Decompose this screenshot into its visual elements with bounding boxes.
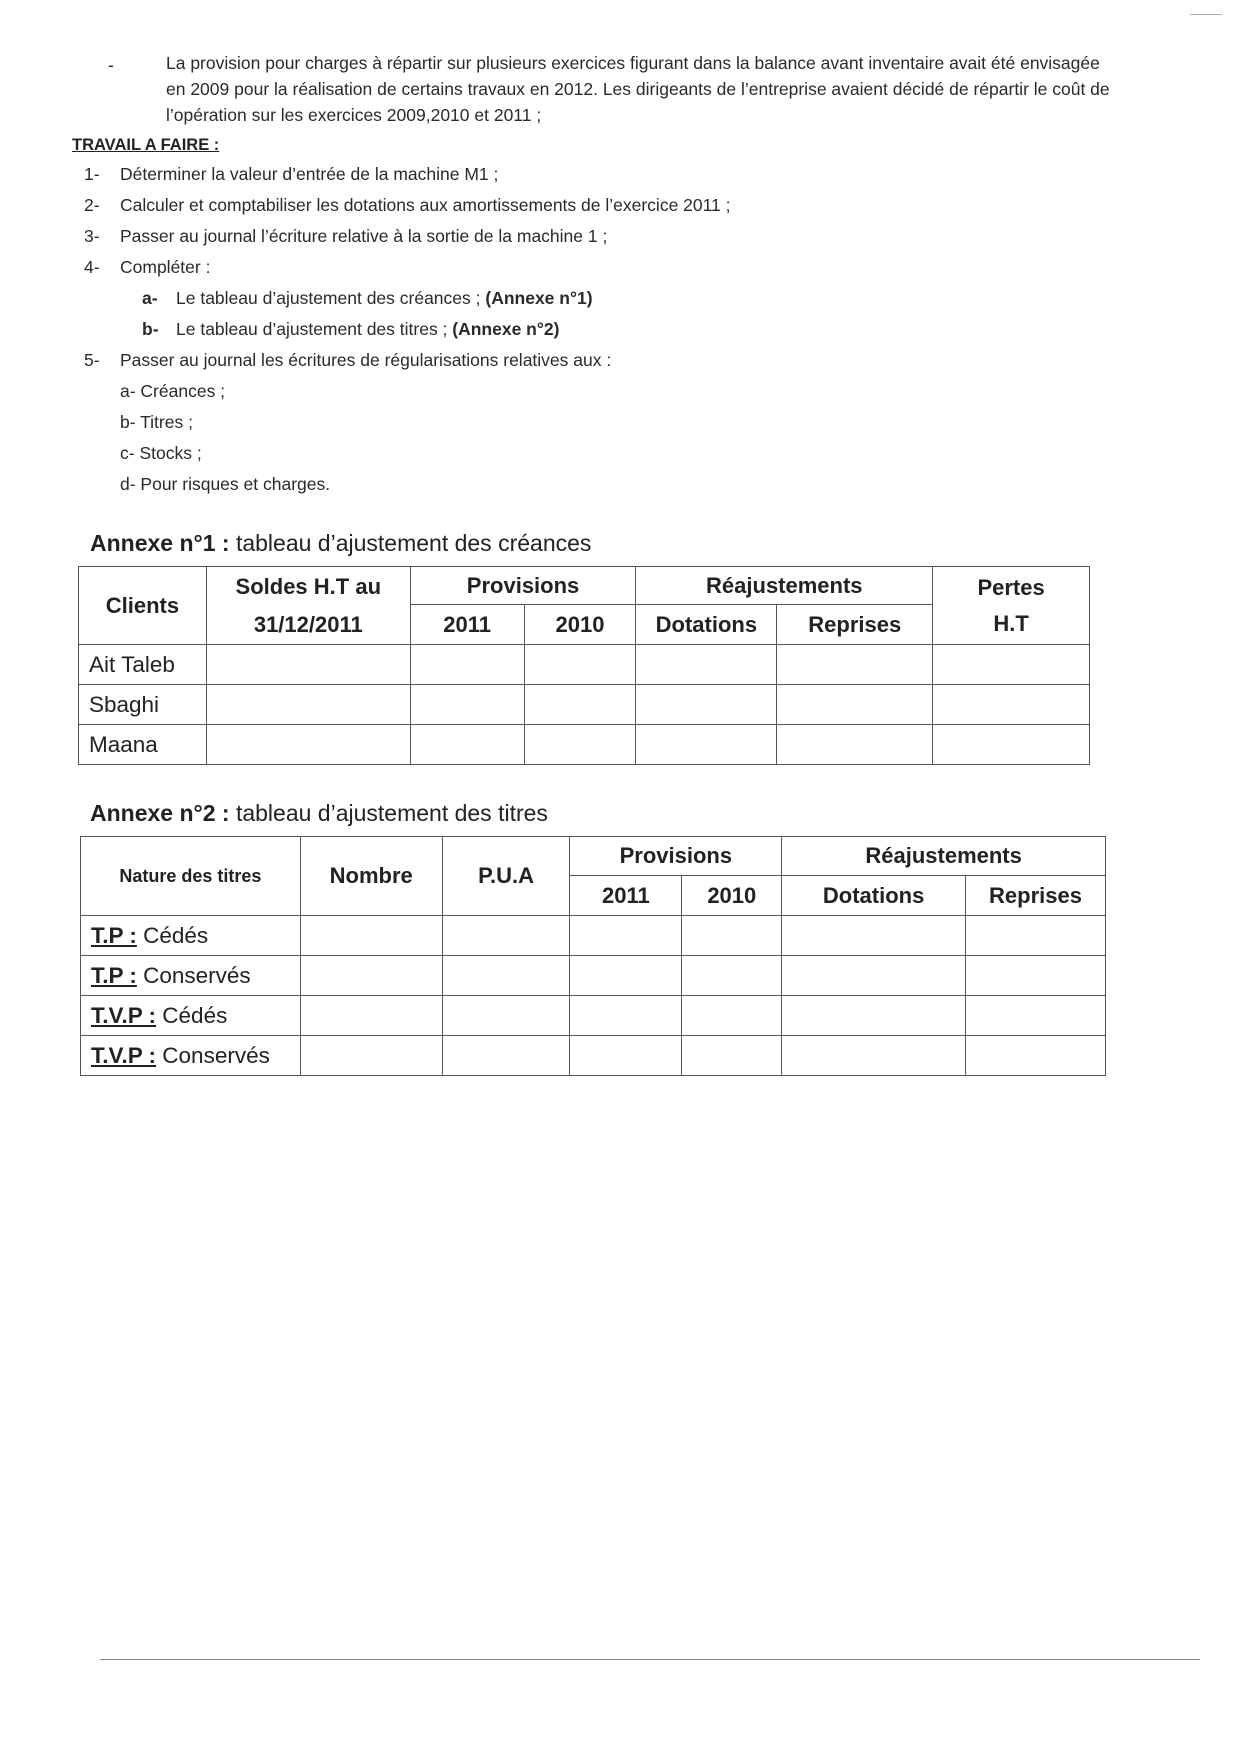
subtask-letter: a- — [142, 288, 158, 308]
task-number: 5- — [84, 350, 100, 370]
col-header-reprises: Reprises — [777, 605, 933, 645]
annexe1-title-rest: tableau d’ajustement des créances — [229, 530, 592, 556]
title-code: T.V.P : — [91, 1042, 157, 1068]
empty-cell — [300, 916, 442, 956]
subtask-text: Le tableau d’ajustement des créances ; — [176, 288, 486, 308]
col-header-dotations: Dotations — [782, 876, 966, 916]
title-code: T.P : — [91, 962, 137, 988]
task-number: 4- — [84, 257, 100, 277]
col-header-soldes-line2: 31/12/2011 — [253, 611, 363, 637]
row-label: Maana — [79, 725, 207, 765]
empty-cell — [777, 685, 933, 725]
empty-cell — [636, 685, 777, 725]
empty-cell — [636, 725, 777, 765]
empty-cell — [570, 956, 682, 996]
col-header-pertes — [933, 567, 1090, 645]
annexe1-table — [78, 566, 1090, 765]
empty-cell — [777, 725, 933, 765]
task-item — [84, 195, 731, 216]
empty-cell — [206, 645, 410, 685]
title-status: Conservés — [156, 1042, 270, 1068]
empty-cell — [206, 685, 410, 725]
col-header-nombre: Nombre — [300, 837, 442, 916]
table-row — [81, 916, 1106, 956]
col-header-dotations: Dotations — [636, 605, 777, 645]
subtask-item: a- Créances ; — [120, 381, 226, 401]
annexe2-title — [90, 800, 548, 827]
row-label: Sbaghi — [79, 685, 207, 725]
task-text: Passer au journal l’écriture relative à la sortie de la machine 1 ; — [120, 226, 608, 246]
subtask-item: b- Titres ; — [120, 412, 193, 432]
task-number: 3- — [84, 226, 100, 246]
col-header-prov-2011: 2011 — [570, 876, 682, 916]
footer-rule — [100, 1659, 1200, 1660]
empty-cell — [300, 1036, 442, 1076]
row-label — [81, 996, 301, 1036]
task-text: Calculer et comptabiliser les dotations aux amortissements de l’exercice 2011 ; — [120, 195, 731, 215]
empty-cell — [206, 725, 410, 765]
title-status: Cédés — [156, 1002, 228, 1028]
empty-cell — [442, 916, 570, 956]
title-status: Cédés — [136, 922, 209, 948]
task-text: Déterminer la valeur d’entrée de la machine M1 ; — [120, 164, 499, 184]
col-header-clients: Clients — [79, 567, 207, 645]
empty-cell — [300, 996, 442, 1036]
empty-cell — [933, 725, 1090, 765]
col-header-pertes-line1: Pertes — [977, 574, 1045, 600]
col-header-nature: Nature des titres — [81, 837, 301, 916]
empty-cell — [442, 996, 570, 1036]
subtask-item: c- Stocks ; — [120, 443, 202, 463]
intro-text: La provision pour charges à répartir sur plusieurs exercices figurant dans la balance avant inventaire avait été envisagée en 2009 pour la réalisation de certains travaux en 2012. Les dirigeants de l’entreprise avaient décidé de répartir le coût de l’opération sur les exercices 2009,2010 et 2011 ; — [166, 53, 1110, 125]
empty-cell — [524, 725, 636, 765]
col-header-pua: P.U.A — [442, 837, 570, 916]
task-item — [84, 257, 210, 278]
annexe2-title-rest: tableau d’ajustement des titres — [229, 800, 548, 826]
table-row — [79, 685, 1090, 725]
title-code: T.V.P : — [91, 1002, 157, 1028]
subtask-letter: b- — [142, 319, 159, 339]
empty-cell — [442, 1036, 570, 1076]
empty-cell — [777, 645, 933, 685]
empty-cell — [682, 1036, 782, 1076]
empty-cell — [524, 685, 636, 725]
empty-cell — [682, 996, 782, 1036]
table-row — [81, 996, 1106, 1036]
empty-cell — [782, 956, 966, 996]
task-item — [84, 164, 498, 185]
task-item — [84, 350, 611, 371]
intro-paragraph — [100, 50, 1110, 128]
empty-cell — [410, 685, 524, 725]
task-item — [84, 226, 607, 247]
task-number: 2- — [84, 195, 100, 215]
row-label: Ait Taleb — [79, 645, 207, 685]
table-row — [79, 645, 1090, 685]
table-row — [81, 1036, 1106, 1076]
col-header-reajustements: Réajustements — [782, 837, 1106, 876]
row-label — [81, 916, 301, 956]
subtask-text: Le tableau d’ajustement des titres ; — [176, 319, 453, 339]
task-number: 1- — [84, 164, 100, 184]
col-header-reajustements: Réajustements — [636, 567, 933, 605]
empty-cell — [966, 916, 1106, 956]
annex-reference: (Annexe n°1) — [485, 288, 593, 308]
empty-cell — [300, 956, 442, 996]
empty-cell — [966, 1036, 1106, 1076]
empty-cell — [524, 645, 636, 685]
title-code: T.P : — [91, 922, 137, 948]
empty-cell — [933, 685, 1090, 725]
col-header-prov-2011: 2011 — [410, 605, 524, 645]
annex-reference: (Annexe n°2) — [452, 319, 560, 339]
empty-cell — [442, 956, 570, 996]
col-header-provisions: Provisions — [570, 837, 782, 876]
annexe1-title-strong: Annexe n°1 : — [90, 530, 230, 556]
travail-heading: TRAVAIL A FAIRE : — [72, 136, 220, 154]
scan-mark — [1190, 14, 1222, 15]
table-row — [81, 956, 1106, 996]
empty-cell — [410, 645, 524, 685]
empty-cell — [410, 725, 524, 765]
row-label — [81, 956, 301, 996]
empty-cell — [682, 916, 782, 956]
task-text: Passer au journal les écritures de régularisations relatives aux : — [120, 350, 612, 370]
empty-cell — [782, 916, 966, 956]
annexe2-title-strong: Annexe n°2 : — [90, 800, 230, 826]
table-row — [79, 725, 1090, 765]
title-status: Conservés — [136, 962, 251, 988]
row-label — [81, 1036, 301, 1076]
bullet-dash: - — [108, 55, 114, 75]
task-text: Compléter : — [120, 257, 211, 277]
annexe2-table — [80, 836, 1106, 1076]
col-header-reprises: Reprises — [966, 876, 1106, 916]
subtask-item — [142, 319, 559, 340]
col-header-provisions: Provisions — [410, 567, 636, 605]
subtask-item — [142, 288, 593, 309]
empty-cell — [570, 916, 682, 956]
empty-cell — [570, 1036, 682, 1076]
subtask-item: d- Pour risques et charges. — [120, 474, 331, 494]
empty-cell — [966, 996, 1106, 1036]
empty-cell — [933, 645, 1090, 685]
empty-cell — [966, 956, 1106, 996]
col-header-soldes-line1: Soldes H.T au — [235, 573, 382, 599]
col-header-prov-2010: 2010 — [524, 605, 636, 645]
col-header-pertes-line2: H.T — [993, 610, 1029, 636]
col-header-prov-2010: 2010 — [682, 876, 782, 916]
empty-cell — [682, 956, 782, 996]
empty-cell — [782, 1036, 966, 1076]
empty-cell — [782, 996, 966, 1036]
empty-cell — [570, 996, 682, 1036]
col-header-soldes — [206, 567, 410, 645]
annexe1-title — [90, 530, 591, 557]
empty-cell — [636, 645, 777, 685]
